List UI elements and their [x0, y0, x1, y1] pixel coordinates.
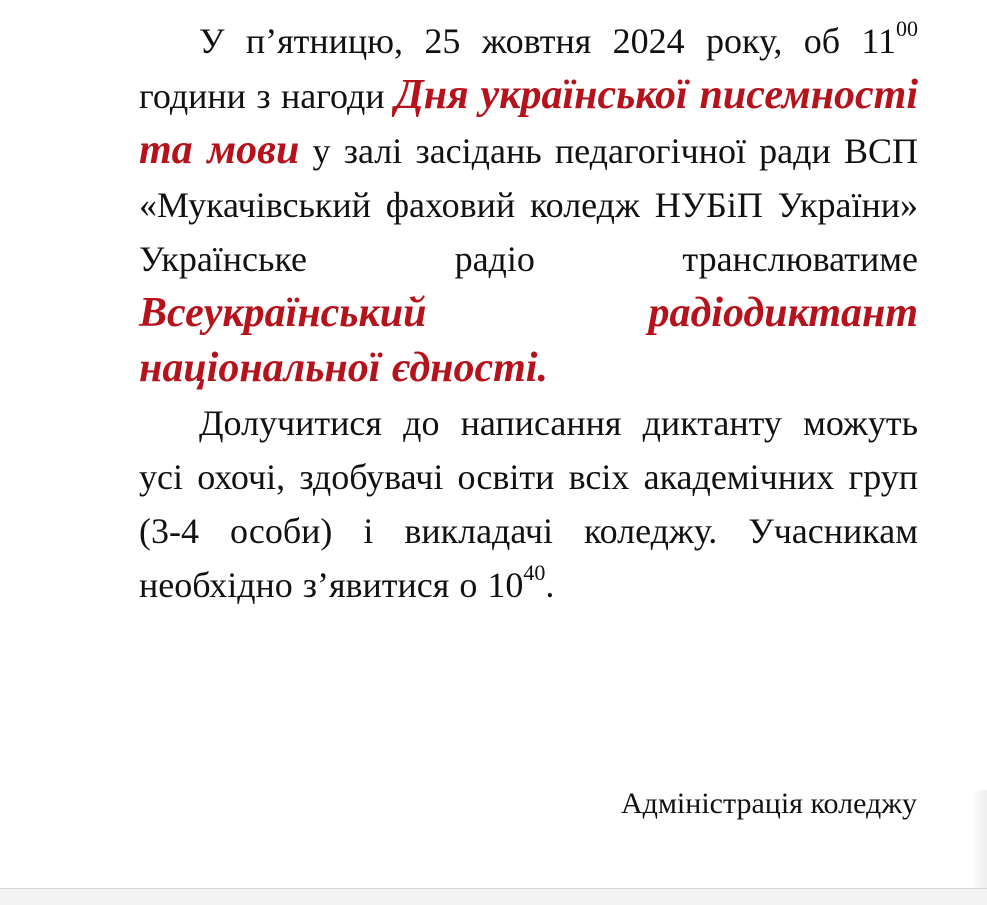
time-superscript: 00	[896, 16, 918, 41]
paragraph-text-middle: у залі засідань педагогічної ради ВСП «Мукачівський фаховий коледж НУБіП України» Українське радіо транслюватиме	[139, 131, 918, 279]
paragraph-text-before-highlight: години з нагоди	[139, 76, 395, 116]
signature: Адміністрація коледжу	[621, 787, 917, 820]
holiday-name: Дня української писемності та мови	[139, 72, 918, 173]
participation-ending: .	[545, 565, 555, 605]
document-body	[139, 14, 918, 612]
page-edge-shade	[971, 790, 987, 888]
participation-paragraph	[139, 396, 918, 612]
paragraph-lead: У п’ятницю, 25 жовтня 2024 року, об 11	[199, 21, 896, 61]
announcement-paragraph	[139, 14, 918, 396]
dictation-name: Всеукраїнський радіодиктант національної єдності.	[139, 290, 918, 391]
arrival-time-superscript: 40	[523, 560, 546, 585]
page-bottom-divider	[0, 888, 987, 905]
participation-text: Долучитися до написання диктанту можуть усі охочі, здобувачі освіти всіх академічних груп (3-4 особи) і викладачі коледжу. Учасникам необхідно з’явитися о 10	[139, 403, 918, 605]
